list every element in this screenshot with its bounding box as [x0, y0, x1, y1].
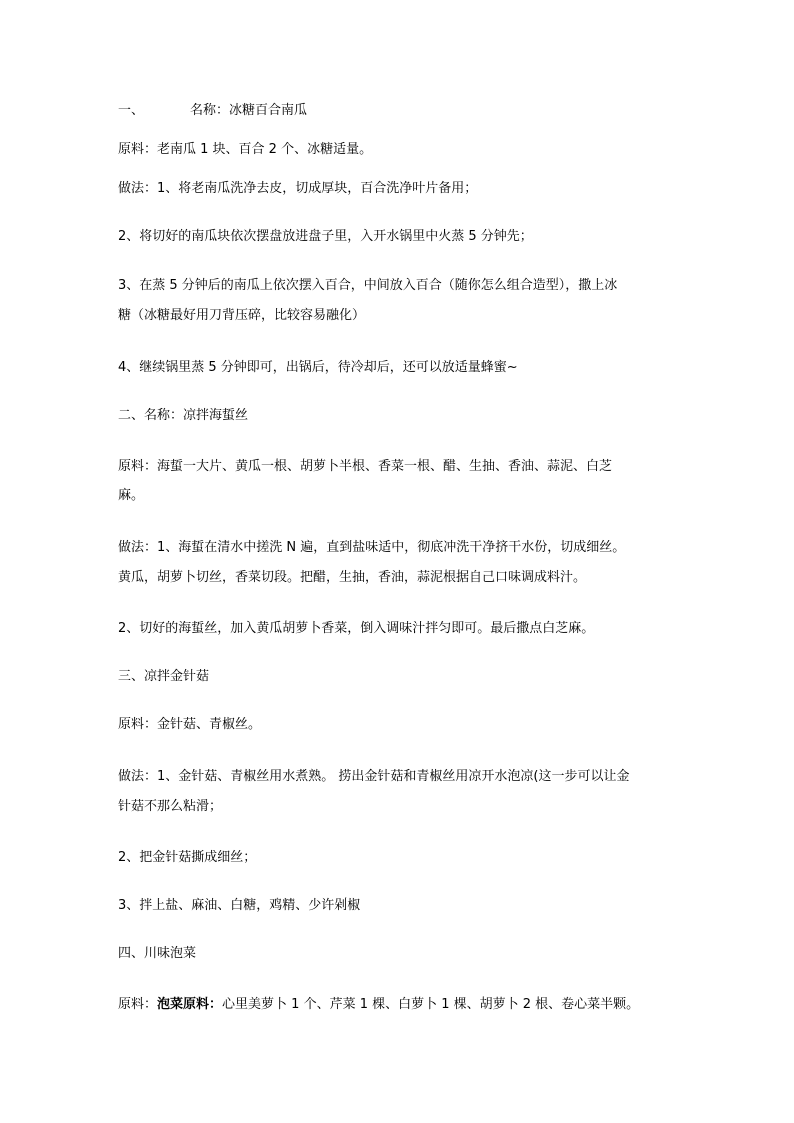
- recipe-1-ingredients: 原料：老南瓜 1 块、百合 2 个、冰糖适量。: [118, 142, 373, 157]
- recipe-2-title: 二、名称：凉拌海蜇丝: [118, 408, 249, 423]
- recipe-1-name: 名称：冰糖百合南瓜: [190, 103, 308, 118]
- recipe-2-ingredients-line: 原料：海蜇一大片、黄瓜一根、胡萝卜半根、香菜一根、醋、生抽、香油、蒜泥、白芝: [118, 459, 613, 474]
- recipe-3-step-line: 3、拌上盐、麻油、白糖，鸡精、少许剁椒: [118, 898, 361, 913]
- recipe-3-ingredients: 原料：金针菇、青椒丝。: [118, 717, 262, 732]
- recipe-1-step-line: 3、在蒸 5 分钟后的南瓜上依次摆入百合，中间放入百合（随你怎么组合造型），撒上冰: [118, 278, 618, 293]
- recipe-1-number: 一、: [118, 103, 145, 118]
- recipe-2-step-line: 黄瓜，胡萝卜切丝，香菜切段。把醋，生抽，香油，蒜泥根据自己口味调成料汁。: [118, 570, 587, 585]
- recipe-1-step-line: 2、将切好的南瓜块依次摆盘放进盘子里，入开水锅里中火蒸 5 分钟先；: [118, 229, 533, 244]
- recipe-2-step-line: 2、切好的海蜇丝，加入黄瓜胡萝卜香菜，倒入调味汁拌匀即可。最后撒点白芝麻。: [118, 621, 595, 636]
- recipe-3-step-line: 做法：1、金针菇、青椒丝用水煮熟。 捞出金针菇和青椒丝用凉开水泡凉(这一步可以让金: [118, 769, 630, 784]
- ingredients-text: 心里美萝卜 1 个、芹菜 1 棵、白萝卜 1 棵、胡萝卜 2 根、卷心菜半颗。: [222, 997, 640, 1012]
- recipe-3-title: 三、凉拌金针菇: [118, 669, 210, 684]
- recipe-2-ingredients-line: 麻。: [118, 488, 145, 503]
- recipe-3-step-line: 2、把金针菇撕成细丝；: [118, 850, 257, 865]
- recipe-1-step-line: 糖（冰糖最好用刀背压碎，比较容易融化）: [118, 308, 366, 323]
- recipe-3-step-line: 针菇不那么粘滑；: [118, 799, 223, 814]
- ingredients-label: 原料：: [118, 997, 158, 1012]
- recipe-4-ingredients: [118, 998, 639, 1011]
- recipe-1-step-line: 4、继续锅里蒸 5 分钟即可，出锅后，待冷却后，还可以放适量蜂蜜~: [118, 360, 518, 375]
- recipe-1-step-line: 做法：1、将老南瓜洗净去皮，切成厚块，百合洗净叶片备用；: [118, 181, 478, 196]
- pickle-ingredients-label: 泡菜原料：: [157, 997, 223, 1012]
- recipe-2-step-line: 做法：1、海蜇在清水中搓洗 N 遍，直到盐味适中，彻底冲洗干净挤干水份，切成细丝。: [118, 540, 626, 555]
- recipe-4-title: 四、川味泡菜: [118, 946, 197, 961]
- recipe-1-title: [118, 104, 307, 117]
